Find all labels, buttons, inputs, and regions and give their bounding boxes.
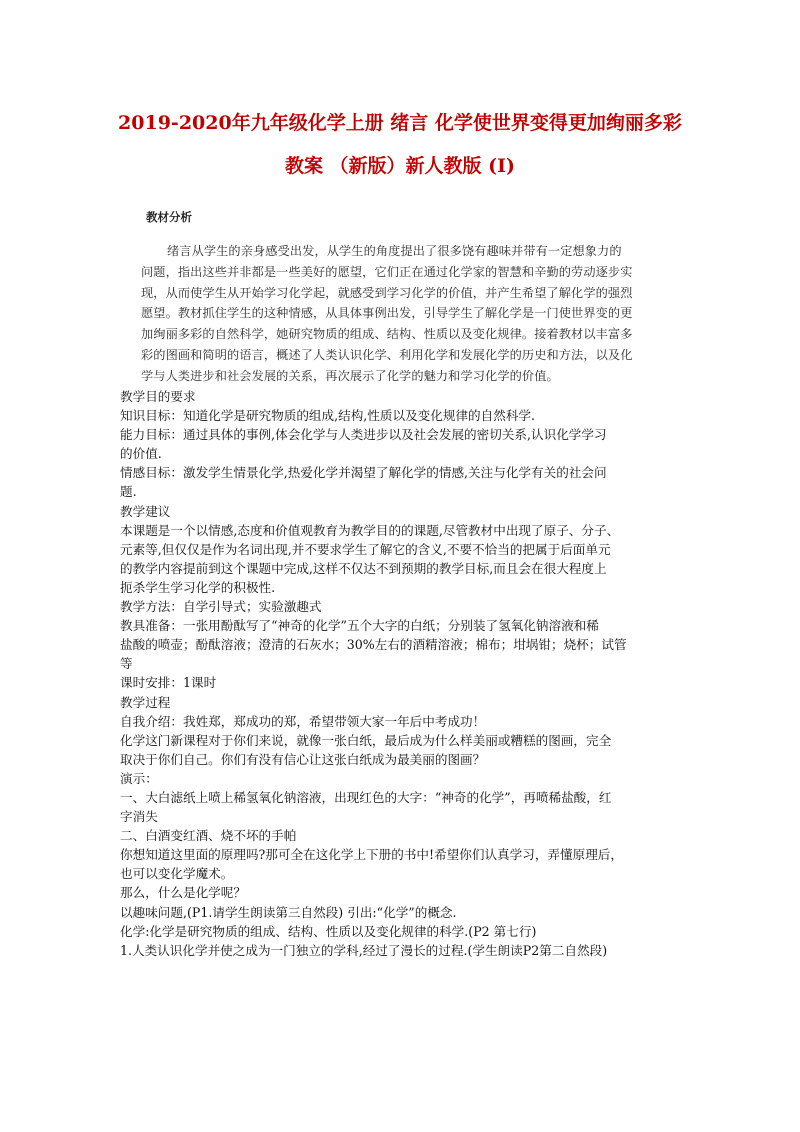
body-line: 题.: [120, 484, 137, 500]
body-line: 知识目标：知道化学是研究物质的组成,结构,性质以及变化规律的自然科学.: [120, 408, 536, 424]
body-line: 字消失: [120, 809, 158, 825]
body-line: 本课题是一个以情感,态度和价值观教育为教学目的的课题,尽管教材中出现了原子、分子、: [120, 522, 620, 538]
body-line: 自我介绍：我姓郑，郑成功的郑，希望带领大家一年后中考成功！: [120, 713, 486, 729]
material-analysis-line: 绪言从学生的亲身感受出发，从学生的角度提出了很多饶有趣味并带有一定想象力的: [167, 244, 622, 258]
body-line: 也可以变化学魔术。: [120, 866, 234, 882]
body-line: 取决于你们自己。你们有没有信心让这张白纸成为最美丽的图画？: [120, 751, 486, 767]
body-line: 化学:化学是研究物质的组成、结构、性质以及变化规律的科学.(P2 第七行): [120, 923, 537, 939]
document-title-line-2: 教案 （新版）新人教版 (I): [284, 155, 516, 177]
body-line: 情感目标：激发学生情景化学,热爱化学并渴望了解化学的情感,关注与化学有关的社会问: [120, 465, 607, 481]
body-line: 教学方法：自学引导式；实验激趣式: [120, 599, 322, 615]
body-line: 一、大白滤纸上喷上稀氢氧化钠溶液，出现红色的大字：“神奇的化学”，再喷稀盐酸，红: [120, 789, 612, 805]
body-line: 1.人类认识化学并使之成为一门独立的学科,经过了漫长的过程.(学生朗读P2第二自然段): [120, 942, 608, 958]
body-line: 元素等,但仅仅是作为名词出现,并不要求学生了解它的含义,不要不恰当的把属于后面单元: [120, 541, 611, 557]
material-analysis-line: 问题，指出这些并非都是一些美好的愿望，它们正在通过化学家的智慧和辛勤的劳动逐步实: [141, 264, 633, 279]
material-analysis-line: 现，从而使学生从开始学习化学起，就感受到学习化学的价值，并产生希望了解化学的强烈: [141, 285, 633, 300]
body-line: 扼杀学生学习化学的积极性.: [120, 579, 276, 595]
body-line: 的教学内容提前到这个课题中完成,这样不仅达不到预期的教学目标,而且会在很大程度上: [120, 560, 607, 576]
body-line: 那么，什么是化学呢？: [120, 885, 246, 901]
body-line: 以趣味问题,(P1.请学生朗读第三自然段) 引出:“化学”的概念.: [120, 904, 457, 920]
body-line: 二、白酒变红酒、烧不坏的手帕: [120, 828, 297, 844]
section-heading-suggestions: 教学建议: [120, 503, 171, 519]
section-heading-process: 教学过程: [120, 694, 171, 710]
body-line: 化学这门新课程对于你们来说，就像一张白纸，最后成为什么样美丽或糟糕的图画，完全: [120, 732, 612, 748]
lesson-plan-body: [120, 387, 685, 960]
body-line: 等: [120, 656, 133, 672]
body-line: 能力目标：通过具体的事例,体会化学与人类进步以及社会发展的密切关系,认识化学学习: [120, 427, 607, 443]
body-line: 教具准备：一张用酚酞写了“神奇的化学”五个大字的白纸；分别装了氢氧化钠溶液和稀: [120, 618, 599, 634]
material-analysis-heading: 教材分析: [146, 210, 192, 224]
body-line: 你想知道这里面的原理吗?那可全在这化学上下册的书中!希望你们认真学习，弄懂原理后，: [120, 847, 623, 863]
body-line: 课时安排：1课时: [120, 675, 217, 691]
material-analysis-paragraph: [141, 241, 679, 387]
material-analysis-line: 彩的图画和简明的语言，概述了人类认识化学、利用化学和发展化学的历史和方法，以及化: [141, 347, 633, 362]
document-title-line-1: 2019-2020年九年级化学上册 绪言 化学使世界变得更加绚丽多彩: [118, 112, 682, 134]
material-analysis-line: 愿望。教材抓住学生的这种情感，从具体事例出发，引导学生了解化学是一门使世界变的更: [141, 306, 633, 321]
body-line: 盐酸的喷壶；酚酞溶液；澄清的石灰水；30%左右的酒精溶液；棉布；坩埚钳；烧杯；试管: [120, 637, 627, 653]
body-line: 的价值.: [120, 446, 162, 462]
material-analysis-line: 加绚丽多彩的自然科学，她研究物质的组成、结构、性质以及变化规律。接着教材以丰富多: [141, 327, 633, 342]
material-analysis-line: 学与人类进步和社会发展的关系，再次展示了化学的魅力和学习化学的价值。: [141, 368, 559, 383]
section-heading-objectives: 教学目的要求: [120, 389, 196, 404]
body-line: 演示：: [120, 770, 158, 786]
